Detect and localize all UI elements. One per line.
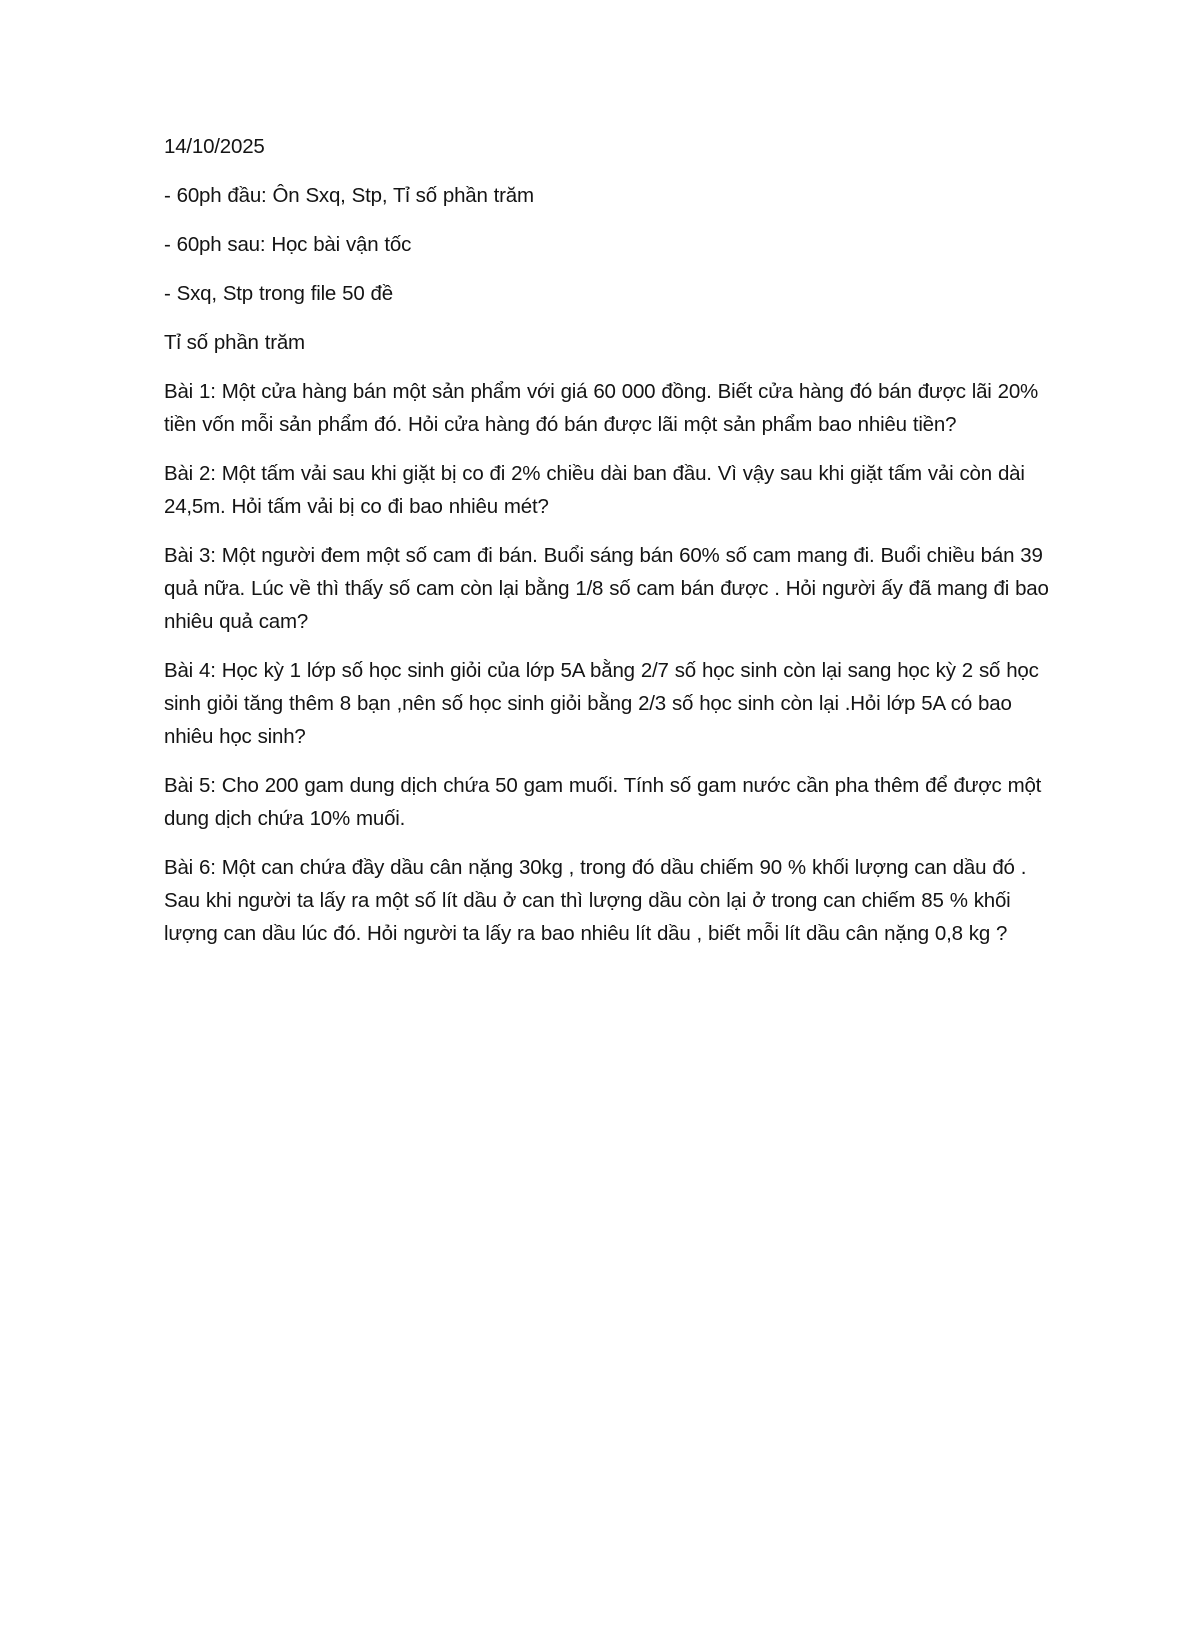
plan-item-1: - 60ph đầu: Ôn Sxq, Stp, Tỉ số phần trăm: [164, 184, 534, 207]
exercise-5: Bài 5: Cho 200 gam dung dịch chứa 50 gam muối. Tính số gam nước cần pha thêm để được một dung dịch chứa 10% muối.: [164, 774, 1042, 830]
section-title: Tỉ số phần trăm: [164, 331, 305, 354]
exercise-4: Bài 4: Học kỳ 1 lớp số học sinh giỏi của lớp 5A bằng 2/7 số học sinh còn lại sang học kỳ 2 số học sinh giỏi tăng thêm 8 bạn ,nên số học sinh giỏi bằng 2/3 số học sinh còn lại .Hỏi lớp 5A có bao nhiêu học sinh?: [164, 659, 1039, 748]
plan-item-3: - Sxq, Stp trong file 50 đề: [164, 282, 393, 305]
exercise-2: Bài 2: Một tấm vải sau khi giặt bị co đi 2% chiều dài ban đầu. Vì vậy sau khi giặt tấm vải còn dài 24,5m. Hỏi tấm vải bị co đi bao nhiêu mét?: [164, 462, 1025, 518]
exercise-1: Bài 1: Một cửa hàng bán một sản phẩm với giá 60 000 đồng. Biết cửa hàng đó bán được lãi 20% tiền vốn mỗi sản phẩm đó. Hỏi cửa hàng đó bán được lãi một sản phẩm bao nhiêu tiền?: [164, 380, 1039, 436]
exercise-3: Bài 3: Một người đem một số cam đi bán. Buổi sáng bán 60% số cam mang đi. Buổi chiều bán 39 quả nữa. Lúc về thì thấy số cam còn lại bằng 1/8 số cam bán được . Hỏi người ấy đã mang đi bao nhiêu quả cam?: [164, 544, 1049, 633]
exercise-6: Bài 6: Một can chứa đầy dầu cân nặng 30kg , trong đó dầu chiếm 90 % khối lượng can dầu đó . Sau khi người ta lấy ra một số lít dầu ở can thì lượng dầu còn lại ở trong can chiếm 85 % khối lượng can dầu lúc đó. Hỏi người ta lấy ra bao nhiêu lít dầu , biết mỗi lít dầu cân nặng 0,8 kg ?: [164, 856, 1027, 945]
plan-item-2: - 60ph sau: Học bài vận tốc: [164, 233, 412, 256]
document-page: [164, 130, 1064, 966]
document-date: 14/10/2025: [164, 135, 265, 158]
